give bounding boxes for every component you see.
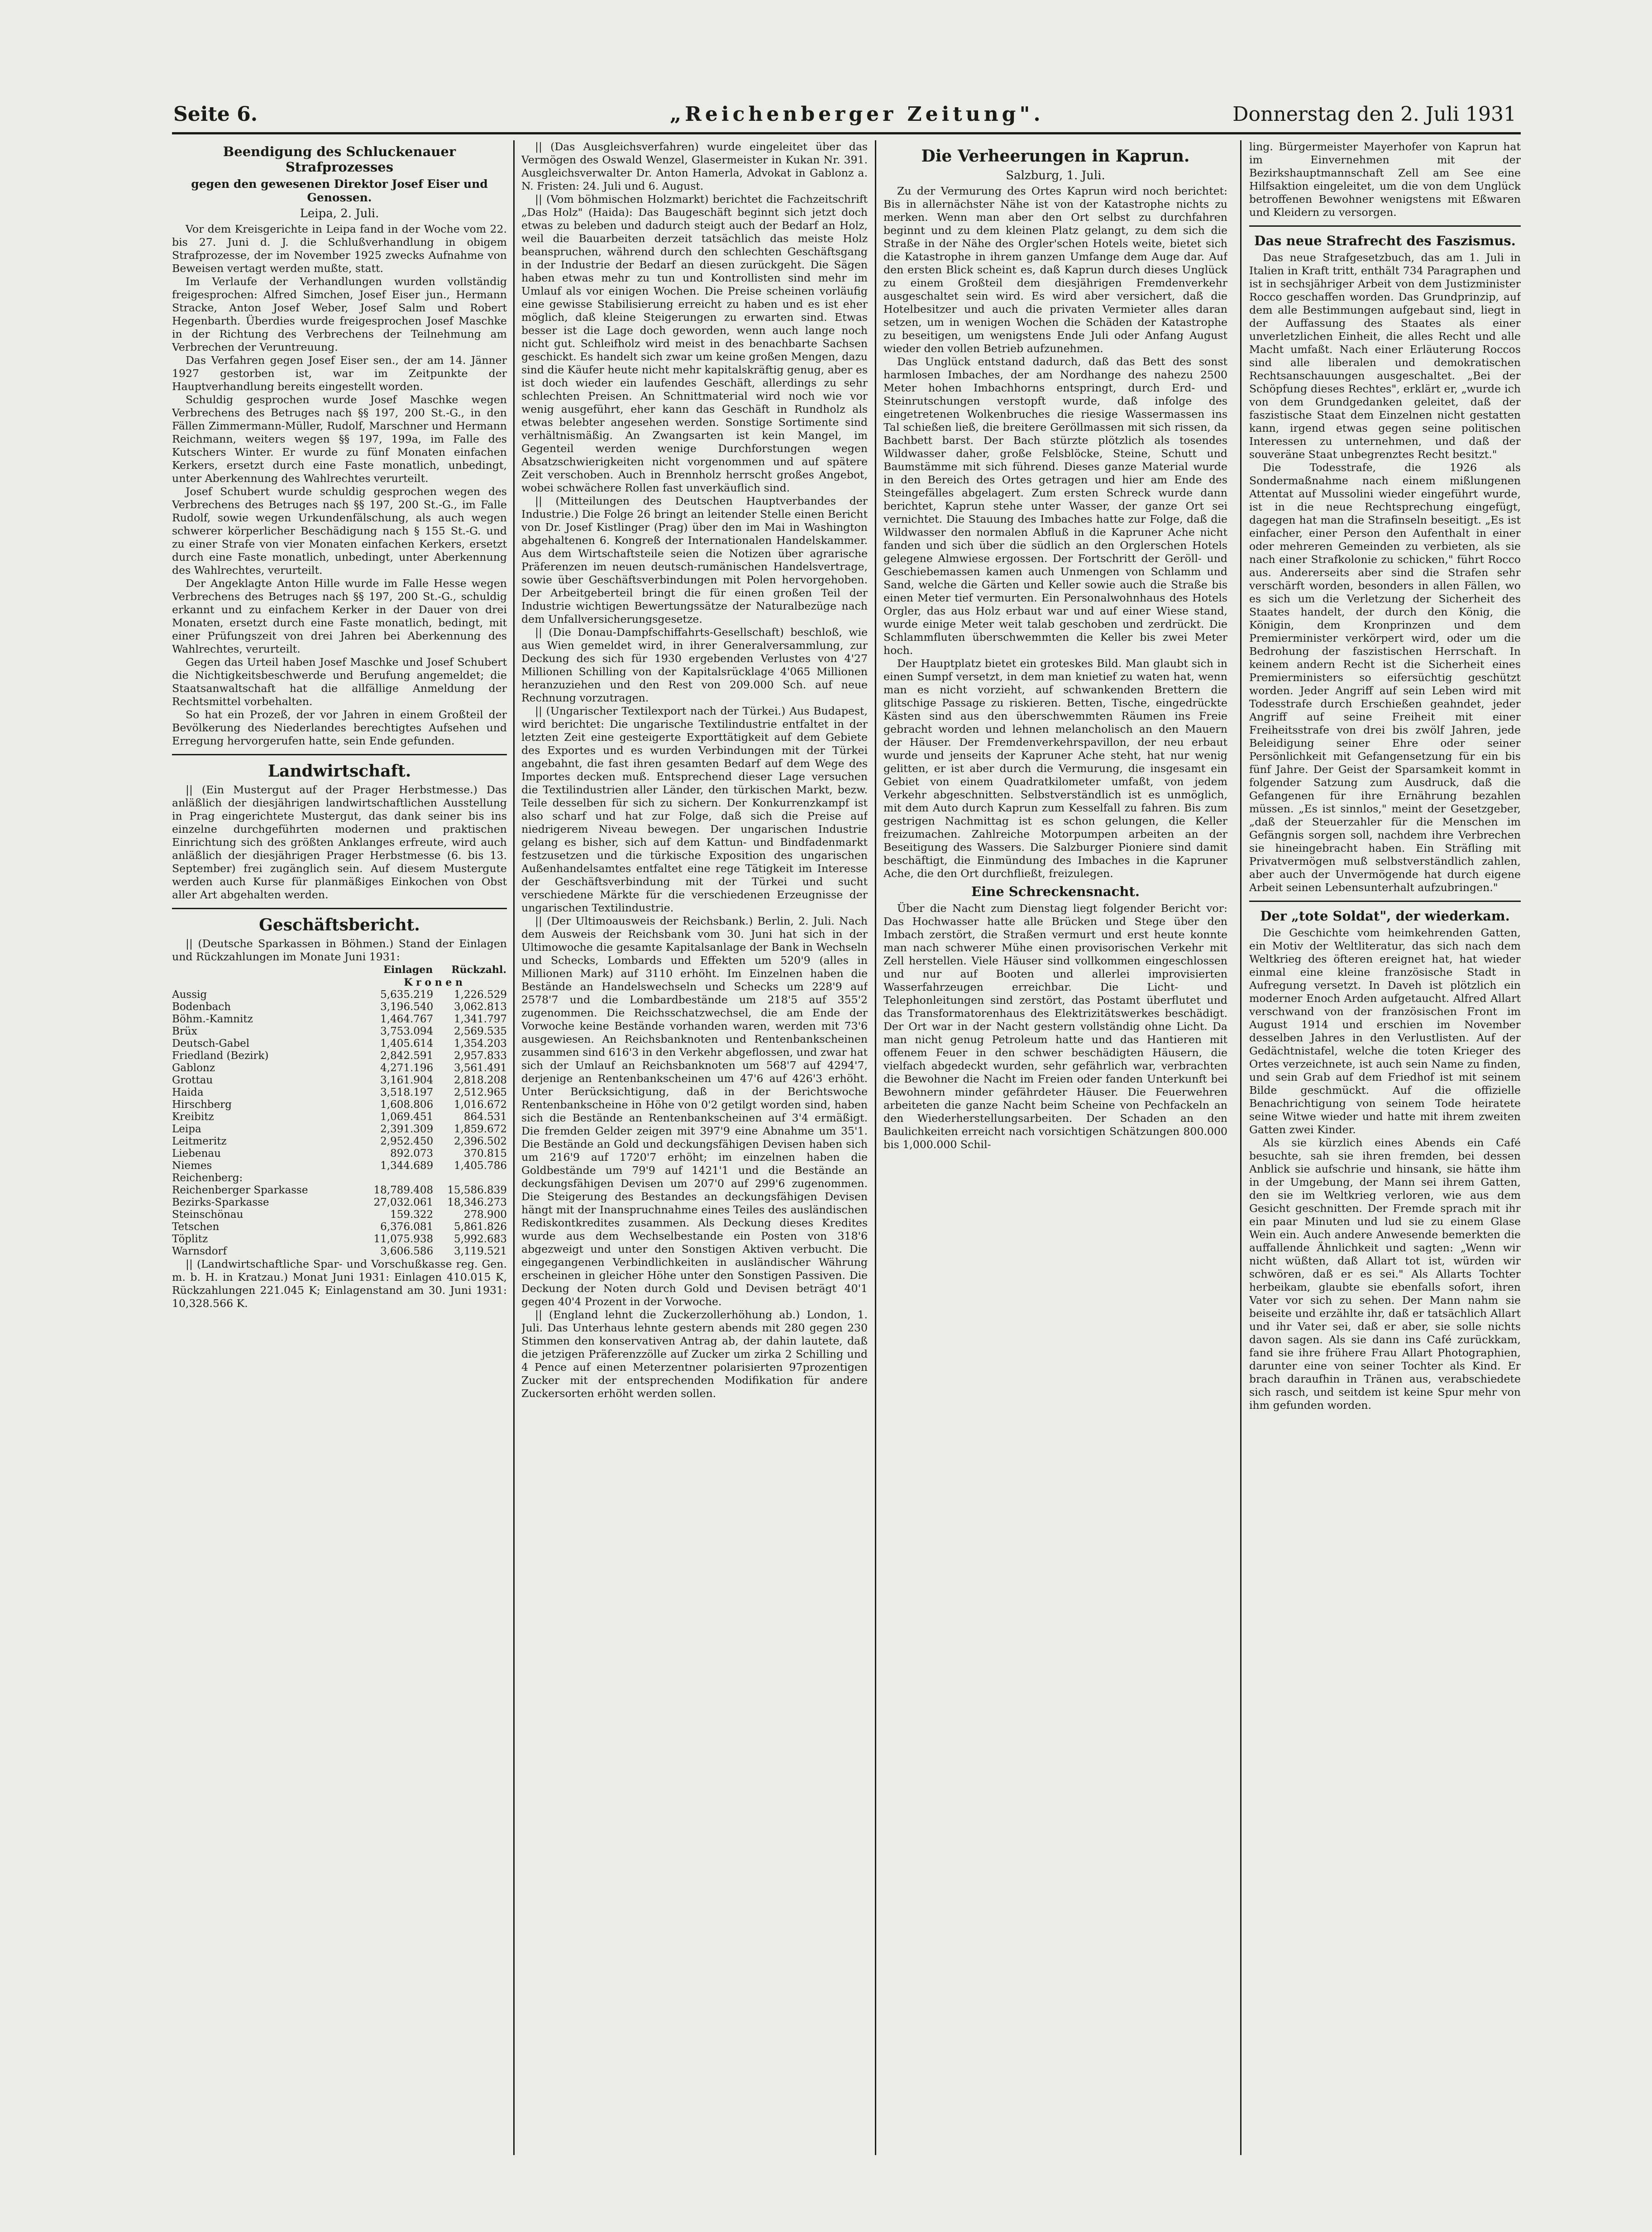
- row-rueckzahlungen: 1,859.672: [454, 1123, 507, 1135]
- table-row: [172, 1050, 507, 1062]
- paragraph: Über die Nacht zum Dienstag liegt folgender Bericht vor: Das Hochwasser hatte alle Brücken und Stege über den Imbach zerstört, die Straßen vermurt und erst heute konnte man nach schwerer Mühe einen provisorischen Verkehr mit Zell herstellen. Viele Häuser sind vollkommen eingeschlossen und nur auf Booten und allerlei improvisierten Wasserfahrzeugen erreichbar. Die Licht- und Telephonleitungen sind zerstört, das Postamt überflutet und das Transformatorenhaus des Elektrizitätswerkes beschädigt. Der Ort war in der Nacht gestern vollständig ohne Licht. Da man nicht genug Petroleum hatte und das Hantieren mit offenem Feuer in den schwer beschädigten Häusern, die vielfach abgedeckt wurden, sehr gefährlich war, verbrachten die Bewohner die Nacht im Freien oder fanden Unterkunft bei Bewohnern minder gefährdeter Häuser. Die Feuerwehren arbeiteten die ganze Nacht beim Scheine von Pechfackeln an den Wiederherstellungsarbeiten. Der Schaden an den Baulichkeiten erreicht nach vorsichtigen Schätzungen 800.000 bis 1,000.000 Schil-: [883, 902, 1227, 1151]
- row-name: Töplitz: [172, 1233, 208, 1245]
- column-divider: [875, 140, 876, 2155]
- article-title-toter-soldat: Der „tote Soldat", der wiederkam.: [1260, 908, 1510, 924]
- paragraph: Vor dem Kreisgerichte in Leipa fand in der Woche vom 22. bis 27. Juni d. J. die Schlußverhandlung in obigem Strafprozesse, der im November 1925 zwecks Aufnahme von Beweisen vertagt werden mußte, statt.: [172, 223, 507, 275]
- row-rueckzahlungen: 2,569.535: [454, 1025, 507, 1037]
- column-header: Rückzahl.: [451, 964, 506, 976]
- row-name: Niemes: [172, 1160, 212, 1172]
- table-row: [172, 1123, 507, 1135]
- row-name: Liebenau: [172, 1148, 221, 1159]
- row-rueckzahlungen: 5,861.826: [454, 1221, 507, 1233]
- section-title-geschaeftsbericht: Geschäftsbericht.: [259, 916, 420, 935]
- paragraph: Das Verfahren gegen Josef Eiser sen., der am 14. Jänner 1927 gestorben ist, war im Zeitpunkte der Hauptverhandlung bereits eingestellt worden.: [172, 354, 507, 393]
- row-einlagen: 4,271.196: [380, 1062, 434, 1074]
- savings-bank-table: [172, 963, 507, 1258]
- row-rueckzahlungen: 18,346.273: [447, 1197, 507, 1208]
- row-rueckzahlungen: 2,818.208: [454, 1074, 507, 1086]
- row-einlagen: 892.073: [390, 1148, 434, 1159]
- row-rueckzahlungen: 370.815: [463, 1148, 507, 1159]
- row-name: Friedland (Bezirk): [172, 1050, 269, 1062]
- row-einlagen: 3,196.540: [380, 1001, 434, 1013]
- table-row: [172, 1160, 507, 1172]
- row-einlagen: 2,842.591: [380, 1050, 434, 1062]
- row-rueckzahlungen: 1,341.797: [454, 1013, 507, 1025]
- table-row: [172, 1111, 507, 1123]
- paragraph: || (England lehnt die Zuckerzollerhöhung ab.) London, 1. Juli. Das Unterhaus lehnte gestern abends mit 280 gegen 230 Stimmen den konservativen Antrag ab, der dahin lautete, daß die jetzigen Präferenzzölle auf Zucker um zirka 2 Schilling und 4 Pence auf einen Meterzentner polarisierten 97prozentigen Zucker mit der entsprechenden Modifikation für andere Zuckersorten erhöht werden sollen.: [521, 1308, 868, 1400]
- table-row: [172, 1135, 507, 1148]
- table-row: [172, 1099, 507, 1111]
- article-title-kaprun: Die Verheerungen in Kaprun.: [921, 147, 1190, 166]
- row-name: Deutsch-Gabel: [172, 1038, 250, 1049]
- row-einlagen: 18,789.408: [373, 1184, 434, 1196]
- paragraph: Der Hauptplatz bietet ein groteskes Bild. Man glaubt sich in einen Sumpf versetzt, in dem man knietief zu waten hat, wenn man es nicht vorzieht, auf schwankenden Brettern die glitschige Passage zu riskieren. Betten, Tische, eingedrückte Kästen sind aus den überschwemmten Räumen ins Freie gebracht worden und lehnen melancholisch an den Mauern der Häuser. Der Fremdenverkehrspavillon, der neu erbaut wurde und jenseits der Kapruner Ache steht, hat nur wenig gelitten, er ist aber durch die Vermurung, die insgesamt ein Gebiet von einem Quadratkilometer umfaßt, von jedem Verkehr abgeschnitten. Selbstverständlich ist es unmöglich, mit dem Auto durch Kaprun zum Kesselfall zu fahren. Bis zum gestrigen Nachmittag ist es schon gelungen, die Keller freizumachen. Zahlreiche Motorpumpen arbeiten an der Beseitigung des Wassers. Die Salzburger Pioniere sind damit beschäftigt, die Einmündung des Imbaches in die Kapruner Ache, die den Ort durchfließt, freizulegen.: [883, 657, 1227, 880]
- row-name: Haida: [172, 1087, 204, 1098]
- article-title-schluckenau: Beendigung des Schluckenauer Strafprozesses: [223, 144, 456, 175]
- row-name: Reichenberg:: [172, 1172, 243, 1184]
- row-name: Leipa: [172, 1123, 201, 1135]
- row-rueckzahlungen: 864.531: [463, 1111, 507, 1123]
- article-title-faszismus: Das neue Strafrecht des Faszismus.: [1254, 233, 1516, 248]
- paragraph: Gegen das Urteil haben Josef Maschke und Josef Schubert die Nichtigkeitsbeschwerde und Berufung angemeldet; die Staatsanwaltschaft hat die allfällige Anmeldung der Rechtsmittel vorbehalten.: [172, 656, 507, 708]
- row-name: Bezirks-Sparkasse: [172, 1197, 269, 1208]
- paragraph: || (Landwirtschaftliche Spar- und Vorschußkasse reg. Gen. m. b. H. in Kratzau.) Monat Juni 1931: Einlagen 410.015 K, Rückzahlungen 221.045 K; Einlagenstand am 30. Juni 1931: 10,328.566 K.: [172, 1258, 507, 1310]
- row-rueckzahlungen: 15,586.839: [447, 1184, 507, 1196]
- row-name: Brüx: [172, 1025, 197, 1037]
- paragraph: Der Angeklagte Anton Hille wurde im Falle Hesse wegen Verbrechens des Betruges nach §§ 197, 200 St.-G., schuldig erkannt und zu einfachem Kerker in der Dauer von drei Monaten, ersetzt durch eine Faste monatlich, bedingt, mit einer Prüfungszeit von drei Jahren bei Aberkennung des Wahlrechtes, verurteilt.: [172, 577, 507, 655]
- section-rule: [172, 754, 507, 755]
- paragraph: Die Geschichte vom heimkehrenden Gatten, ein Motiv der Weltliteratur, das sich nach dem Weltkrieg des öfteren ereignet hat, hat wieder einmal eine kleine französische Stadt in Aufregung versetzt. In Daveh ist plötzlich ein moderner Enoch Arden aufgetaucht. Alfred Allart verschwand von der französischen Front im August 1914 und erschien im November desselben Jahres in den Verlustlisten. Auf der Gedächtnistafel, welche die toten Krieger des Ortes verzeichnete, ist auch sein Name zu finden, und sein Grab auf dem Friedhof ist mit seinem Bilde geschmückt. Auf die offizielle Benachrichtigung von seinem Tode heiratete seine Witwe wieder und hatte mit ihrem zweiten Gatten zwei Kinder.: [1249, 926, 1521, 1136]
- row-rueckzahlungen: 1,405.786: [454, 1160, 507, 1172]
- row-name: Leitmeritz: [172, 1135, 227, 1147]
- table-row: [172, 1148, 507, 1160]
- row-einlagen: 3,518.197: [380, 1087, 434, 1098]
- issue-date: Donnerstag den 2. Juli 1931: [1232, 103, 1516, 126]
- paragraph: || (Ungarischer Textilexport nach der Türkei.) Aus Budapest, wird berichtet: Die ungarische Textilindustrie entfaltet in der letzten Zeit eine gesteigerte Exporttätigkeit auf dem Gebiete des Exportes und es wurden Verbindungen mit der Türkei angebahnt, die fast ihren gesamten Bedarf auf dem Wege des Importes decken muß. Entsprechend dieser Lage versuchen die Textilindustrien aller Länder, den türkischen Markt, bezw. Teile desselben für sich zu sichern. Der Konkurrenzkampf ist also scharf und hat zur Folge, daß sich die Preise auf niedrigerem Niveau bewegen. Der ungarischen Industrie gelang es bisher, sich auf dem Kattun- und Bindfadenmarkt festzusetzen und die türkische Exposition des ungarischen Außenhandelsamtes entfaltet eine rege Tätigkeit im Interesse der Geschäftsverbindung mit der Türkei und sucht verschiedene Märkte für die verschiedenen Erzeugnisse der ungarischen Textilindustrie.: [521, 705, 868, 914]
- row-rueckzahlungen: 1,226.529: [454, 989, 507, 1001]
- row-name: Reichenberger Sparkasse: [172, 1184, 308, 1196]
- row-einlagen: 1,464.767: [380, 1013, 434, 1025]
- column-divider: [1240, 140, 1241, 2155]
- row-einlagen: [359, 1172, 433, 1184]
- row-einlagen: 3,753.094: [380, 1025, 434, 1037]
- row-name: Steinschönau: [172, 1209, 244, 1221]
- row-einlagen: 159.322: [390, 1209, 434, 1221]
- page-number: Seite 6.: [173, 103, 258, 126]
- row-name: Böhm.-Kamnitz: [172, 1013, 253, 1025]
- row-rueckzahlungen: 3,062.813: [454, 1001, 507, 1013]
- row-einlagen: 2,391.309: [380, 1123, 434, 1135]
- paragraph: || (Vom böhmischen Holzmarkt) berichtet die Fachzeitschrift „Das Holz" (Haida): Das Baugeschäft beginnt sich jetzt doch etwas zu beleben und dadurch steigt auch der Bedarf an Holz, weil die Bauarbeiten derzeit tatsächlich das meiste Holz beanspruchen, während durch den schlechten Geschäftsgang in der Industrie der Bedarf an diesen zurückgeht. Die Sägen haben etwas mehr zu tun und Kontrollisten sind mehr im Umlauf als vor einigen Wochen. Die Preise scheinen vorläufig eine gewisse Stabilisierung erreicht zu haben und es ist eher möglich, daß kleine Steigerungen zu erwarten sind. Etwas besser ist die Lage doch geworden, wenn auch lange noch nicht gut. Schleifholz wird meist in des benachbarte Sachsen geschickt. Es handelt sich zwar um keine großen Mengen, dazu sind die Käufer heute nicht mehr kapitalskräftig genug, aber es ist doch wieder ein laufendes Geschäft, allerdings zu sehr schlechten Preisen. An Schnittmaterial wird noch wie vor wenig ausgeführt, eher kann das Geschäft in Rundholz als etwas belebter angesehen werden. Sonstige Sortimente sind verhältnismäßig. An Zwangsarten ist kein Mangel, im Gegenteil werden wenige Durchforstungen wegen Absatzschwierigkeiten nicht vorgenommen und auf spätere Zeit verschoben. Auch in Brennholz herrscht großes Angebot, wobei schwächere Rollen fast unverkäuflich sind.: [521, 193, 868, 494]
- row-einlagen: 3,606.586: [380, 1245, 434, 1257]
- paragraph: || (Mitteilungen des Deutschen Hauptverbandes der Industrie.) Die Folge 26 bringt an leitender Stelle einen Bericht von Dr. Josef Kistlinger (Prag) über den im Mai in Washington abgehaltenen 6. Kongreß der Internationalen Handelskammer. Aus dem Wirtschaftsteile seien die Notizen über agrarische Präferenzen im neuen deutsch-rumänischen Handelsvertrage, sowie über Geschäftsverbindungen mit Polen hervorgehoben. Der Arbeitgeberteil bringt die für einen großen Teil der Industrie wichtigen Bewertungssätze der Naturalbezüge nach dem Unfallversicherungsgesetze.: [521, 495, 868, 625]
- paragraph: Als sie kürzlich eines Abends ein Café besuchte, sah sie ihren fremden, bei dessen Anblick sie aufschrie und hinsank, sie hätte ihm in der Umgebung, der Mann sei ihrem Gatten, den sie im Weltkrieg verloren, wie aus dem Gesicht geschnitten. Der Fremde sprach mit ihr ein paar Minuten und lud sie zu einem Glase Wein ein. Auch andere Anwesende bemerkten die auffallende Ähnlichkeit und sagten: „Wenn wir nicht wüßten, daß Allart tot ist, würden wir schwören, daß er es sei." Als Allarts Tochter herbeikam, glaubte sie ebenfalls sofort, ihren Vater vor sich zu sehen. Der Mann nahm sie beiseite und erzählte ihr, daß er tatsächlich Allart und ihr Vater sei, daß er aber, sie solle nichts davon sagen. Als sie dann ins Café zurückkam, fand sie ihre frühere Frau Allart Photographien, darunter eine von seiner Tochter als Kind. Er brach daraufhin in Tränen aus, verabschiedete sich rasch, und seitdem ist keine Spur mehr von ihm gefunden worden.: [1249, 1136, 1521, 1412]
- column-divider: [513, 140, 515, 2155]
- paragraph: || (Der Ultimoausweis der Reichsbank.) Berlin, 2. Juli. Nach dem Ausweis der Reichsbank vom 30. Juni hat sich in der Ultimowoche die gesamte Kapitalsanlage der Bank in Wechseln und Schecks, Lombards und Effekten um 520'9 (alles in Millionen Mark) auf 3110 erhöht. Im Einzelnen haben die Bestände an Handelswechseln und Schecks um 228'9 auf 2578'7 und die Lombardbestände um 218'5 auf 355'2 zugenommen. Die Reichsschatzwechsel, die am Ende der Vorwoche keine Bestände vorhanden waren, werden mit 73'6 ausgewiesen. An Reichsbanknoten und Rentenbankscheinen zusammen sind 616'3 in den Verkehr abgeflossen, und zwar hat sich der Umlauf an Reichsbanknoten um 568'7 auf 4294'7, derjenige an Rentenbankscheinen um 47'6 auf 426'3 erhöht. Unter Berücksichtigung, daß in der Berichtswoche Rentenbankscheine in Höhe von 0'2 getilgt worden sind, haben sich die Bestände an Rentenbankscheinen auf 3'4 ermäßigt. Die fremden Gelder zeigen mit 397'9 eine Abnahme um 35'1. Die Bestände an Gold und deckungsfähigen Devisen haben sich um 216'9 auf 1720'7 erhöht; im einzelnen haben die Goldbestände um 79'9 auf 1421'1 und die Bestände an deckungsfähigen Devisen um 207'0 auf 299'6 zugenommen. Die Steigerung des Bestandes an deckungsfähigen Devisen hängt mit der Inanspruchnahme eines Teiles des ausländischen Rediskontkredites zusammen. Als Deckung dieses Kredites wurde aus dem Wechselbestande ein Posten von 318'6 abgezweigt und unter den Sonstigen Aktiven verbucht. Die eingegangenen Verbindlichkeiten in ausländischer Währung erscheinen in gleicher Höhe unter den Sonstigen Passiven. Die Deckung der Noten durch Gold und Devisen beträgt 40'1 gegen 40'4 Prozent in der Vorwoche.: [521, 915, 868, 1308]
- dateline-leipa: Leipa, 2. Juli.: [300, 207, 379, 220]
- row-einlagen: 1,069.451: [380, 1111, 434, 1123]
- row-einlagen: 2,952.450: [380, 1135, 434, 1147]
- paragraph: Im Verlaufe der Verhandlungen wurden vollständig freigesprochen: Alfred Simchen, Josef Eiser jun., Hermann Stracke, Anton Josef Weber, Josef Salm und Robert Hegenbarth. Überdies wurde freigesprochen Josef Maschke in der Richtung des Verbrechens der Teilnehmung am Verbrechen der Veruntreuung.: [172, 275, 507, 353]
- table-unit: K r o n e n: [404, 977, 463, 988]
- table-row: [172, 1001, 507, 1013]
- row-rueckzahlungen: 3,119.521: [454, 1245, 507, 1257]
- paragraph: ling. Bürgermeister Mayerhofer von Kaprun hat im Einvernehmen mit der Bezirkshauptmannschaft Zell am See eine Hilfsaktion eingeleitet, um die von dem Unglück betroffenen Bewohner wenigstens mit Eßwaren und Kleidern zu versorgen.: [1249, 140, 1521, 219]
- paragraph: || (Das Ausgleichsverfahren) wurde eingeleitet über das Vermögen des Oswald Wenzel, Glasermeister in Kukan Nr. 391. Ausgleichsverwalter Dr. Anton Hamerla, Advokat in Gablonz a. N. Fristen: 24. Juli und 6. August.: [521, 140, 868, 192]
- paragraph: So hat ein Prozeß, der vor Jahren in einem Großteil der Bevölkerung des Niederlandes berechtigtes Aufsehen und Erregung hervorgerufen hatte, sein Ende gefunden.: [172, 708, 507, 747]
- table-row: [172, 1038, 507, 1050]
- row-rueckzahlungen: 5,992.683: [454, 1233, 507, 1245]
- row-einlagen: 1,608.806: [380, 1099, 434, 1111]
- row-rueckzahlungen: 2,957.833: [454, 1050, 507, 1062]
- table-row: [172, 1197, 507, 1209]
- table-row: [172, 1209, 507, 1221]
- header-rule: [172, 132, 1521, 134]
- table-row: [172, 1062, 507, 1074]
- newspaper-title: „Reichenberger Zeitung".: [670, 103, 1044, 126]
- table-row: [172, 1013, 507, 1025]
- section-rule: [172, 908, 507, 909]
- row-name: Aussig: [172, 989, 207, 1001]
- row-name: Kreibitz: [172, 1111, 214, 1123]
- table-row: [172, 1172, 507, 1184]
- row-name: Bodenbach: [172, 1001, 231, 1013]
- row-einlagen: 1,344.689: [380, 1160, 434, 1172]
- row-einlagen: 1,405.614: [380, 1038, 434, 1049]
- row-name: Tetschen: [172, 1221, 220, 1233]
- table-row: [172, 1025, 507, 1038]
- row-rueckzahlungen: 1,354.203: [454, 1038, 507, 1049]
- table-unit-row: [172, 976, 507, 989]
- row-rueckzahlungen: 3,561.491: [454, 1062, 507, 1074]
- table-row: [172, 1221, 507, 1233]
- row-rueckzahlungen: [433, 1172, 507, 1184]
- column-2: [521, 140, 868, 2155]
- table-row: [172, 1087, 507, 1099]
- row-einlagen: 3,161.904: [380, 1074, 434, 1086]
- row-rueckzahlungen: 2,512.965: [454, 1087, 507, 1098]
- column-header: Einlagen: [383, 964, 433, 976]
- paragraph: Josef Schubert wurde schuldig gesprochen wegen des Verbrechens des Betruges nach §§ 197, 200 St.-G., im Falle Rudolf, sowie wegen Urkundenfälschung, als auch wegen schwerer körperlicher Beschädigung nach § 155 St.-G. und zu einer Strafe von vier Monaten einfachen Kerkers, ersetzt durch eine Faste monatlich, unbedingt, unter Aberkennung des Wahlrechtes, verurteilt.: [172, 485, 507, 577]
- paragraph: || (Ein Mustergut auf der Prager Herbstmesse.) Das anläßlich der diesjährigen landwirtschaftlichen Ausstellung in Prag eingerichtete Mustergut, das dank seiner bis ins einzelne durchgeführten modernen und praktischen Einrichtung sich des größten Anklanges erfreute, wird auch anläßlich der diesjährigen Prager Herbstmesse (6. bis 13. September) frei zugänglich sein. Auf diesem Mustergute werden auch Kurse für planmäßiges Einkochen von Obst aller Art abgehalten werden.: [172, 783, 507, 901]
- paragraph: || (Die Donau-Dampfschiffahrts-Gesellschaft) beschloß, wie aus Wien gemeldet wird, in ihrer Generalversammlung, zur Deckung des sich für 1930 ergebenden Verlustes von 4'27 Millionen Schilling von der Kapitalsrücklage 4'065 Millionen heranzuziehen und den Rest von 209.000 Sch. auf neue Rechnung vorzutragen.: [521, 626, 868, 704]
- row-name: Hirschberg: [172, 1099, 232, 1111]
- row-rueckzahlungen: 2,396.502: [454, 1135, 507, 1147]
- table-header-row: [172, 963, 507, 976]
- paragraph: Das Unglück entstand dadurch, daß das Bett des sonst harmlosen Imbaches, der am Nordhange des nahezu 2500 Meter hohen Imbachhorns entspringt, durch Erd- und Steinrutschungen verstopft wurde, daß infolge des eingetretenen Wolkenbruches die riesige Wassermassen ins Tal schießen ließ, die breitere Geröllmassen mit sich rissen, da Bachbett barst. Der Bach stürzte plötzlich als tosendes Wildwasser daher, große Felsblöcke, Steine, Schutt und Baumstämme mit sich führend. Dieses ganze Material wurde in den Bereich des Ortes getragen und hier am Ende des Steingefälles abgelagert. Zum ersten Schreck wurde dann berichtet, Kaprun stehe unter Wasser, der ganze Ort sei vernichtet. Die Stauung des Imbaches hatte zur Folge, daß die Wildwasser den normalen Abfluß in die Kapruner Ache nicht fanden und sich über die südlich an den Orglerschen Hotels gelegene Almwiese ergossen. Der Fortschritt der Geröll- und Geschiebemassen kamen auch Unmengen von Schlamm und Sand, welche die Gärten und Keller sowie auch die Straße bis einen Meter tief vermurten. Ein Personalwohnhaus des Hotels Orgler, das aus Holz erbaut war und auf einer Wiese stand, wurde einige Meter weit talab geschoben und zerdrückt. Die Schlammfluten überschwemmten die Keller bis zwei Meter hoch.: [883, 355, 1227, 657]
- paragraph: Das neue Strafgesetzbuch, das am 1. Juli in Italien in Kraft tritt, enthält 734 Paragraphen und ist in sechsjähriger Arbeit von dem Justizminister Rocco geschaffen worden. Das Grundprinzip, auf dem alle Bestimmungen aufgebaut sind, liegt in der Auffassung des Staates als einer unverletzlichen Einheit, die alles Recht und alle Macht umfaßt. Nach einer Erläuterung Roccos sind alle liberalen und demokratischen Rechtsanschauungen ausgeschaltet. „Bei der Schöpfung dieses Rechtes", erklärt er, „wurde ich von dem Grundgedanken geleitet, daß der faszistische Staat dem Einzelnen nicht gestatten kann, irgend etwas gegen seine politischen Interessen zu unternehmen, und daß der souveräne Staat unbegrenztes Recht besitzt.": [1249, 251, 1521, 461]
- paragraph: Schuldig gesprochen wurde Josef Maschke wegen Verbrechens des Betruges nach §§ 197, 200 St.-G., in den Fällen Zimmermann-Müller, Rudolf, Marschner und Hermann Reichmann, weiters wegen §§ 197, 199a, im Falle des Kutschers Winter. Er wurde zu fünf Monaten einfachen Kerkers, ersetzt durch eine Faste monatlich, unbedingt, unter Aberkennung des Wahlrechtes verurteilt.: [172, 393, 507, 485]
- row-name: Warnsdorf: [172, 1245, 227, 1257]
- row-name: Gablonz: [172, 1062, 215, 1074]
- article-subtitle-schluckenau: gegen den gewesenen Direktor Josef Eiser und Genossen.: [191, 177, 488, 204]
- dateline-salzburg: Salzburg, 1. Juli.: [1006, 169, 1105, 182]
- table-row: [172, 1184, 507, 1197]
- section-title-landwirtschaft: Landwirtschaft.: [267, 762, 411, 781]
- table-row: [172, 989, 507, 1001]
- row-einlagen: 11,075.938: [373, 1233, 434, 1245]
- row-einlagen: 27,032.061: [373, 1197, 434, 1208]
- section-rule: [1249, 225, 1521, 227]
- column-1: [172, 140, 507, 2155]
- row-rueckzahlungen: 278.900: [463, 1209, 507, 1221]
- column-3: [883, 140, 1227, 2155]
- row-name: Grottau: [172, 1074, 213, 1086]
- row-einlagen: 5,635.219: [380, 989, 434, 1001]
- section-title-schreckensnacht: Eine Schreckensnacht.: [971, 884, 1140, 899]
- table-row: [172, 1074, 507, 1087]
- paragraph: || (Deutsche Sparkassen in Böhmen.) Stand der Einlagen und Rückzahlungen im Monate Juni 1931:: [172, 937, 507, 963]
- paragraph: Zu der Vermurung des Ortes Kaprun wird noch berichtet: Bis in allernächster Nähe ist von der Katastrophe nichts zu merken. Wenn man aber den Ort selbst zu durchfahren beginnt und zu dem kleinen Platz gelangt, zu dem sich die Straße in der Nähe des Orgler'schen Hotels weite, bietet sich die Katastrophe in ihrem ganzen Umfange dem Auge dar. Auf den ersten Blick scheint es, daß Kaprun durch dieses Unglück zu einem Großteil dem diesjährigen Fremdenverkehr ausgeschaltet sein wird. Es wird aber versichert, daß die Hotelbesitzer und auch die privaten Vermieter alles daran setzen, um in wenigen Wochen die Schäden der Katastrophe zu beseitigen, um wenigstens Ende Juli oder Anfang August wieder den vollen Betrieb aufzunehmen.: [883, 185, 1227, 355]
- table-body: [172, 989, 507, 1258]
- section-rule: [1249, 901, 1521, 902]
- paragraph: Die Todesstrafe, die 1926 als Sondermaßnahme nach einem mißlungenen Attentat auf Mussolini wieder eingeführt wurde, ist in die neue Rechtsprechung eingefügt, dagegen hat man die Strafinseln beseitigt. „Es ist einfacher, einer Person den Aufenthalt in einer oder mehreren Gemeinden zu verbieten, als sie nach einer Strafkolonie zu schicken," führt Rocco aus. Andererseits aber sind die Strafen sehr verschärft worden, besonders in allen Fällen, wo es sich um die Verletzung der Sicherheit des Staates handelt, der durch den König, die Königin, dem Kronprinzen und dem Premierminister verkörpert wird, oder um die Bedrohung der faszistischen Herrschaft. In keinem andern Recht ist die Sicherheit eines Premierministers so eifersüchtig geschützt worden. Jeder Angriff auf sein Leben wird mit Todesstrafe durch Erschießen geahndet, jeder Angriff auf seine Freiheit mit einer Freiheitsstrafe von drei bis zwölf Jahren, jede Beleidigung seiner Ehre oder seiner Persönlichkeit mit Gefangensetzung für ein bis fünf Jahre. Der Geist der Sparsamkeit kommt in folgender Satzung zum Ausdruck, daß die Gefangenen für ihre Ernährung bezahlen müssen. „Es ist sinnlos," meint der Gesetzgeber, „daß der Steuerzahler für die Menschen im Gefängnis sorgen soll, nachdem ihre Verbrechen sie hineingebracht haben. Ein Sträfling mit Privatvermögen muß selbstverständlich zahlen, aber auch der Unvermögende hat durch eigene Arbeit seinen Lebensunterhalt aufzubringen.": [1249, 461, 1521, 894]
- table-row: [172, 1245, 507, 1258]
- row-einlagen: 6,376.081: [380, 1221, 434, 1233]
- column-4: [1249, 140, 1521, 2155]
- row-rueckzahlungen: 1,016.672: [454, 1099, 507, 1111]
- table-row: [172, 1233, 507, 1245]
